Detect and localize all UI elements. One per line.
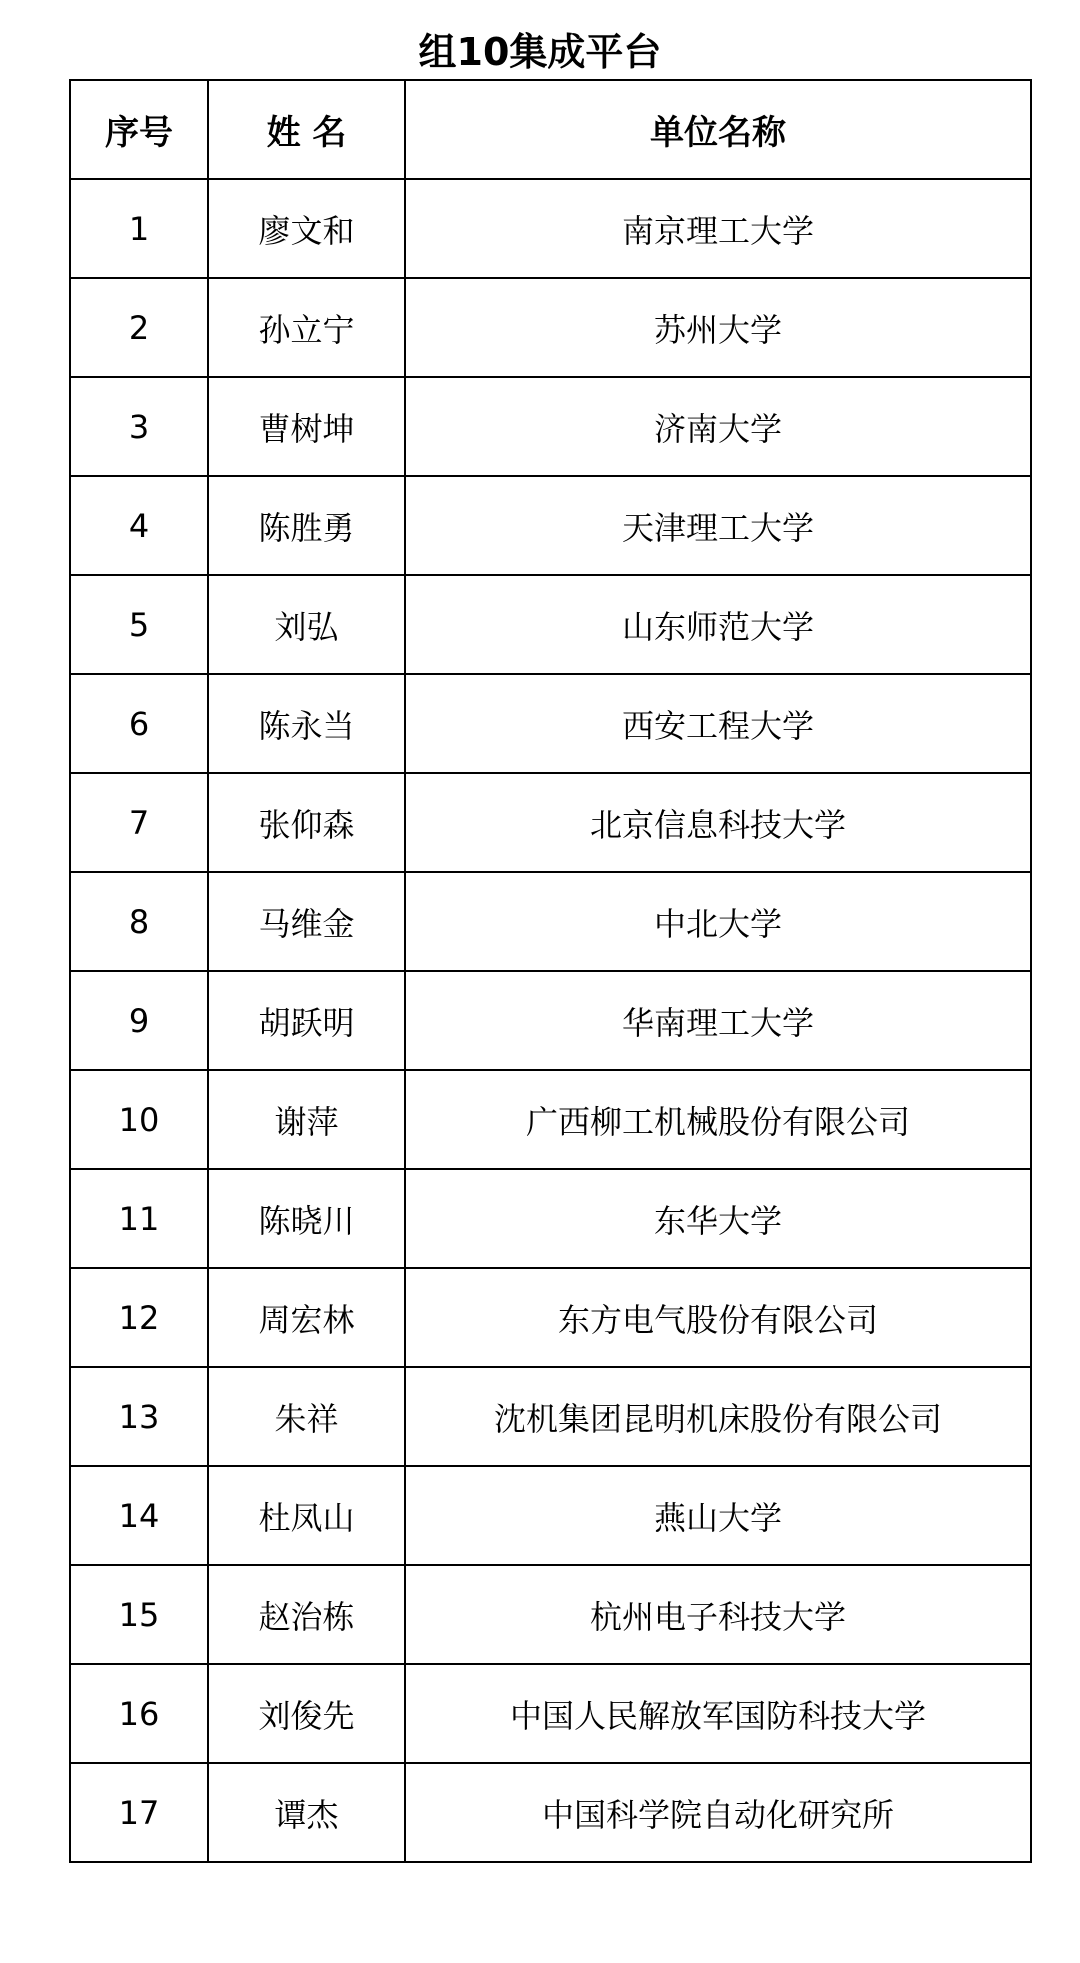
- cell-no: 6: [70, 674, 208, 773]
- cell-name: 朱祥: [208, 1367, 405, 1466]
- cell-name: 胡跃明: [208, 971, 405, 1070]
- cell-unit: 广西柳工机械股份有限公司: [405, 1070, 1031, 1169]
- cell-no: 12: [70, 1268, 208, 1367]
- cell-unit: 西安工程大学: [405, 674, 1031, 773]
- cell-no: 15: [70, 1565, 208, 1664]
- cell-no: 13: [70, 1367, 208, 1466]
- cell-name: 廖文和: [208, 179, 405, 278]
- cell-unit: 北京信息科技大学: [405, 773, 1031, 872]
- table-row: [70, 971, 1031, 1070]
- member-table: [69, 79, 1032, 1863]
- table-row: [70, 278, 1031, 377]
- cell-name: 谢萍: [208, 1070, 405, 1169]
- cell-name: 陈胜勇: [208, 476, 405, 575]
- cell-no: 7: [70, 773, 208, 872]
- header-name: 姓 名: [208, 80, 405, 179]
- table-row: [70, 1070, 1031, 1169]
- cell-unit: 中北大学: [405, 872, 1031, 971]
- cell-unit: 东华大学: [405, 1169, 1031, 1268]
- table-row: [70, 1565, 1031, 1664]
- cell-name: 刘弘: [208, 575, 405, 674]
- cell-no: 9: [70, 971, 208, 1070]
- cell-no: 8: [70, 872, 208, 971]
- cell-name: 赵治栋: [208, 1565, 405, 1664]
- cell-unit: 山东师范大学: [405, 575, 1031, 674]
- table-row: [70, 674, 1031, 773]
- cell-name: 曹树坤: [208, 377, 405, 476]
- cell-unit: 天津理工大学: [405, 476, 1031, 575]
- table-row: [70, 872, 1031, 971]
- table-row: [70, 575, 1031, 674]
- cell-no: 1: [70, 179, 208, 278]
- cell-unit: 南京理工大学: [405, 179, 1031, 278]
- cell-unit: 燕山大学: [405, 1466, 1031, 1565]
- table-row: [70, 476, 1031, 575]
- cell-no: 11: [70, 1169, 208, 1268]
- cell-name: 马维金: [208, 872, 405, 971]
- cell-unit: 济南大学: [405, 377, 1031, 476]
- cell-unit: 杭州电子科技大学: [405, 1565, 1031, 1664]
- cell-no: 14: [70, 1466, 208, 1565]
- table-row: [70, 1466, 1031, 1565]
- table-row: [70, 1367, 1031, 1466]
- table-row: [70, 1268, 1031, 1367]
- cell-no: 4: [70, 476, 208, 575]
- table-header-row: [70, 80, 1031, 179]
- cell-name: 谭杰: [208, 1763, 405, 1862]
- cell-name: 孙立宁: [208, 278, 405, 377]
- cell-name: 刘俊先: [208, 1664, 405, 1763]
- cell-unit: 中国人民解放军国防科技大学: [405, 1664, 1031, 1763]
- cell-unit: 沈机集团昆明机床股份有限公司: [405, 1367, 1031, 1466]
- cell-no: 17: [70, 1763, 208, 1862]
- cell-no: 5: [70, 575, 208, 674]
- cell-name: 杜凤山: [208, 1466, 405, 1565]
- cell-unit: 苏州大学: [405, 278, 1031, 377]
- table-row: [70, 1169, 1031, 1268]
- cell-name: 张仰森: [208, 773, 405, 872]
- table-row: [70, 773, 1031, 872]
- table-row: [70, 179, 1031, 278]
- cell-name: 陈晓川: [208, 1169, 405, 1268]
- table-row: [70, 1664, 1031, 1763]
- table-row: [70, 377, 1031, 476]
- cell-unit: 东方电气股份有限公司: [405, 1268, 1031, 1367]
- cell-name: 陈永当: [208, 674, 405, 773]
- cell-name: 周宏林: [208, 1268, 405, 1367]
- page-title: 组10集成平台: [418, 30, 662, 74]
- table-row: [70, 1763, 1031, 1862]
- cell-unit: 华南理工大学: [405, 971, 1031, 1070]
- header-no: 序号: [70, 80, 208, 179]
- cell-no: 2: [70, 278, 208, 377]
- cell-no: 3: [70, 377, 208, 476]
- cell-no: 16: [70, 1664, 208, 1763]
- cell-no: 10: [70, 1070, 208, 1169]
- header-unit: 单位名称: [405, 80, 1031, 179]
- cell-unit: 中国科学院自动化研究所: [405, 1763, 1031, 1862]
